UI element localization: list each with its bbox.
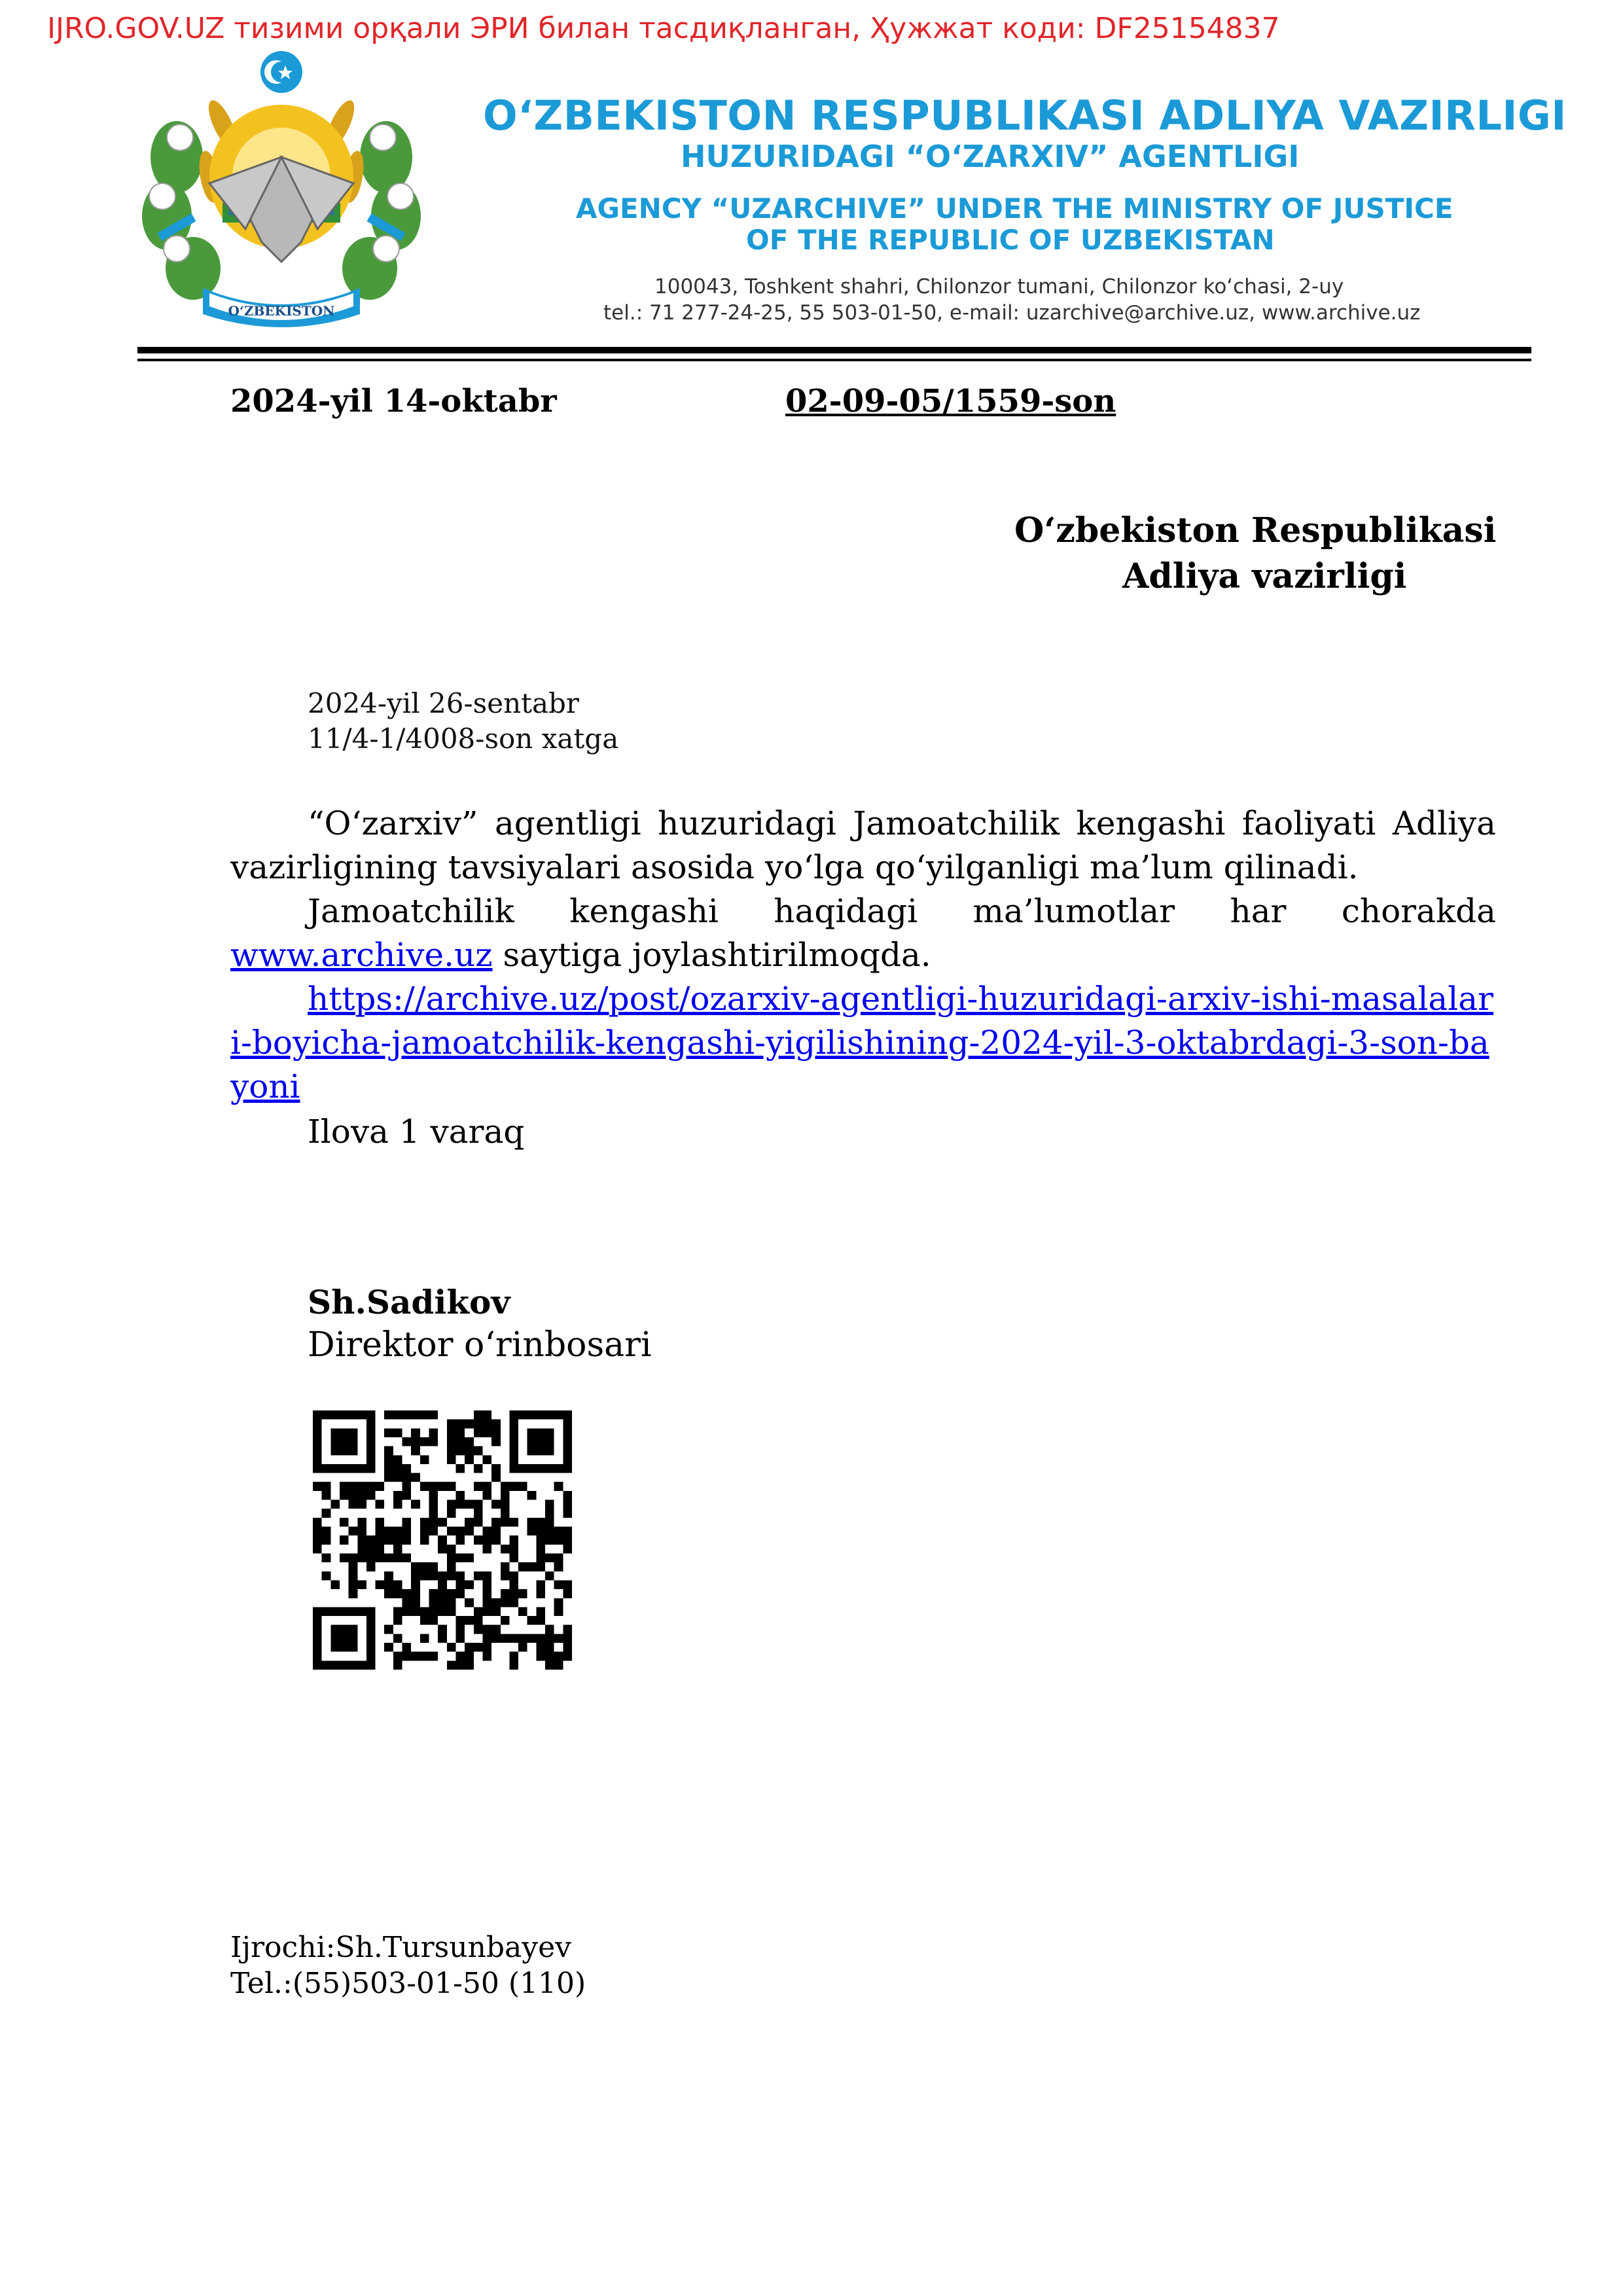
recipient-line2: Adliya vazirligi: [1122, 556, 1407, 596]
letter-body: [230, 802, 1496, 1109]
body-paragraph-2: [230, 889, 1496, 977]
signer-name: Sh.Sadikov: [308, 1283, 510, 1321]
org-address: 100043, Toshkent shahri, Chilonzor tumani, Chilonzor ko‘chasi, 2-uy: [654, 275, 1344, 298]
org-name-uz-line2: HUZURIDAGI “O‘ZARXIV” AGENTLIGI: [681, 139, 1300, 174]
paragraph-2-text-start: Jamoatchilik kengashi haqidagi ma’lumotlar har chorakda: [308, 892, 1496, 930]
digital-signature-stamp: IJRO.GOV.UZ тизими орқали ЭРИ билан тасдиқланган, Ҳужжат коди: DF25154837: [47, 12, 1280, 45]
reference-number: 11/4-1/4008-son xatga: [308, 723, 619, 755]
org-name-uz-line1: O‘ZBEKISTON RESPUBLIKASI ADLIYA VAZIRLIGI: [483, 92, 1567, 139]
document-number: 02-09-05/1559-son: [785, 383, 1116, 420]
document-date: 2024-yil 14-oktabr: [230, 383, 557, 420]
qr-code-icon: [313, 1410, 572, 1670]
paragraph-2-text-end: saytiga joylashtirilmoqda.: [492, 936, 931, 974]
body-paragraph-1: “O‘zarxiv” agentligi huzuridagi Jamoatchilik kengashi faoliyati Adliya vazirligining tavsiyalari asosida yo‘lga qo‘yilganligi ma’lum qilinadi.: [230, 804, 1496, 886]
org-contacts: tel.: 71 277-24-25, 55 503-01-50, e-mail: uzarchive@archive.uz, www.archive.uz: [603, 301, 1421, 325]
signer-title: Direktor o‘rinbosari: [308, 1325, 652, 1365]
attachment-note: Ilova 1 varaq: [308, 1113, 525, 1151]
header-rule-thin: [137, 359, 1531, 361]
org-name-en-line1: AGENCY “UZARCHIVE” UNDER THE MINISTRY OF JUSTICE: [576, 192, 1454, 224]
body-paragraph-3: [230, 977, 1496, 1109]
header-rule-thick: [137, 347, 1531, 353]
org-name-en-line2: OF THE REPUBLIC OF UZBEKISTAN: [746, 224, 1275, 256]
protocol-url-link[interactable]: https://archive.uz/post/ozarxiv-agentligi-huzuridagi-arxiv-ishi-masalalari-boyicha-jamoatchilik-kengashi-yigilishining-2024-yil-3-oktabrdagi-3-son-bayoni: [230, 980, 1493, 1105]
reference-date: 2024-yil 26-sentabr: [308, 687, 579, 719]
executor-phone: Tel.:(55)503-01-50 (110): [230, 1967, 586, 2000]
recipient-line1: O‘zbekiston Respublikasi: [1014, 511, 1497, 550]
archive-site-link[interactable]: www.archive.uz: [230, 936, 493, 974]
executor-name: Ijrochi:Sh.Tursunbayev: [230, 1931, 572, 1964]
emblem-ribbon-text: O‘ZBEKISTON: [228, 303, 335, 319]
state-emblem-icon: [131, 46, 432, 334]
